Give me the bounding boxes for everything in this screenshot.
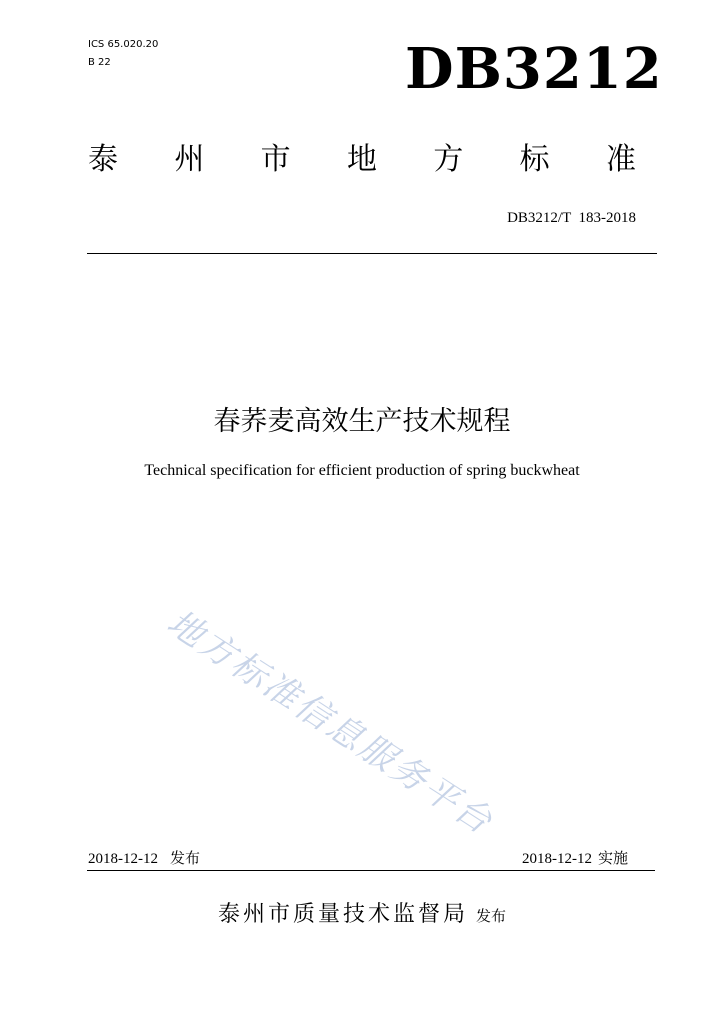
implement-date: 2018-12-12	[521, 851, 592, 867]
standard-type-char: 州	[174, 142, 205, 177]
publish-date: 2018-12-12	[88, 851, 158, 867]
implement-date-block	[522, 847, 628, 868]
standard-type-char: 方	[433, 142, 464, 177]
issuer-action: 发布	[476, 907, 507, 925]
standard-type-char: 市	[260, 142, 291, 177]
publish-label: 发布	[170, 849, 201, 867]
document-title-chinese: 春荞麦高效生产技术规程	[213, 406, 511, 437]
standard-code-heading: DB3212	[405, 36, 663, 102]
standard-type-char: 标	[519, 142, 550, 177]
top-divider	[87, 253, 657, 254]
implement-label: 实施	[597, 849, 628, 867]
issuer-line	[0, 897, 724, 928]
standard-type-heading	[88, 140, 636, 180]
standard-type-char: 准	[605, 142, 636, 177]
issuing-organization: 泰州市质量技术监督局	[217, 902, 468, 927]
ics-code: ICS 65.020.20	[88, 39, 159, 50]
standard-type-char: 地	[346, 142, 377, 177]
watermark: 地方标准信息服务平台	[159, 602, 501, 844]
ccs-code: B 22	[88, 57, 111, 68]
publish-date-block	[88, 847, 200, 868]
standard-type-char: 泰	[88, 142, 118, 177]
classification-codes	[88, 36, 158, 72]
bottom-divider	[87, 870, 655, 871]
document-title-english: Technical specification for efficient production of spring buckwheat	[144, 462, 580, 479]
standard-number: DB3212/T 183-2018	[507, 210, 636, 226]
